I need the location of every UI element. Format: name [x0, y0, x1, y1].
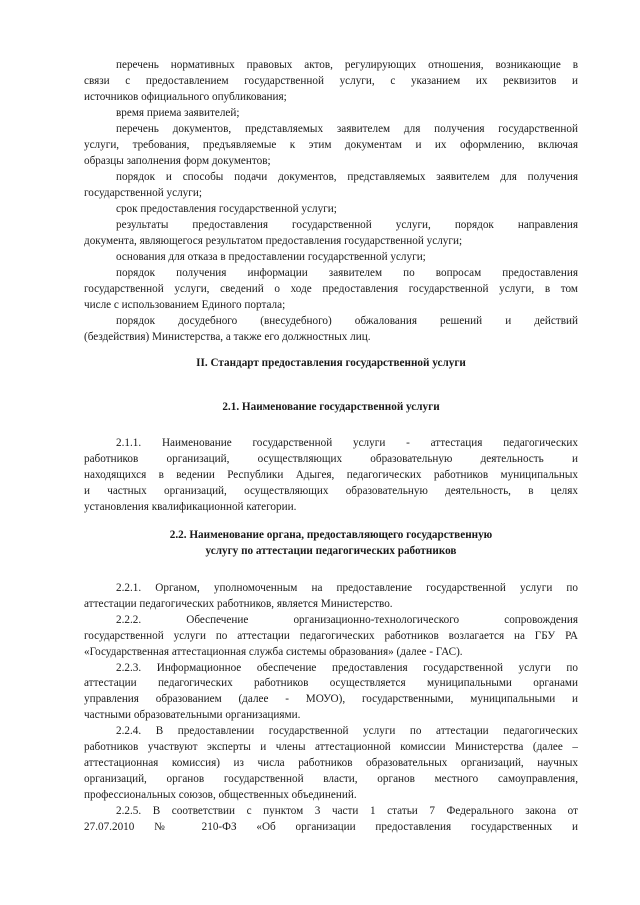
text-line: государственной услуги, сведений о ходе предоставления государственной услуги, в том: [84, 283, 578, 295]
text-line: работников участвуют эксперты и члены аттестационной комиссии Министерства (далее –: [84, 741, 578, 753]
text-line: услуги, требования, предъявляемые к этим документам и их оформлению, включая: [84, 139, 578, 151]
text-line: 2.1.1. Наименование государственной услуги - аттестация педагогических: [116, 437, 578, 449]
text-line: установления квалификационной категории.: [84, 501, 297, 513]
text-line: работников организаций, осуществляющих образовательную деятельность и: [84, 453, 578, 465]
text-line: государственной услуги по аттестации педагогических работников возлагается на ГБУ РА: [84, 629, 578, 642]
subsection-2-title-line-2: услугу по аттестации педагогических работников: [205, 545, 457, 557]
text-line: результаты предоставления государственной услуги, порядок направления: [116, 219, 578, 231]
text-line: 2.2.1. Органом, уполномоченным на предоставление государственной услуги по: [116, 582, 578, 594]
text-line: время приема заявителей;: [116, 107, 240, 119]
text-line: порядок досудебного (внесудебного) обжалования решений и действий: [116, 315, 578, 327]
text-line: порядок и способы подачи документов, представляемых заявителем для получения: [116, 171, 578, 183]
section-title: II. Стандарт предоставления государственной услуги: [196, 357, 466, 369]
text-line: частными образовательными организациями.: [84, 709, 301, 722]
text-line: образцы заполнения форм документов;: [84, 155, 271, 167]
text-line: 2.2.4. В предоставлении государственной услуги по аттестации педагогических: [116, 725, 578, 738]
text-line: управления образованием (далее - МОУО), государственными, муниципальными и: [84, 693, 578, 706]
text-line: порядок получения информации заявителем по вопросам предоставления: [116, 267, 578, 279]
text-line: основания для отказа в предоставлении государственной услуги;: [116, 251, 426, 263]
subsection-2-title-line-1: 2.2. Наименование органа, предоставляющего государственную: [169, 529, 493, 541]
text-line: 2.2.2. Обеспечение организационно-технологического сопровождения: [116, 613, 578, 626]
text-line: находящихся в ведении Республики Адыгея, педагогических работников муниципальных: [84, 469, 578, 481]
text-line: аттестации педагогических работников, является Министерство.: [84, 597, 393, 610]
text-line: срок предоставления государственной услуги;: [116, 203, 337, 215]
text-line: (бездействия) Министерства, а также его должностных лиц.: [84, 331, 371, 343]
text-line: документа, являющегося результатом предоставления государственной услуги;: [84, 235, 463, 247]
text-line: источников официального опубликования;: [84, 91, 287, 103]
text-line: и частных организаций, осуществляющих образовательную деятельность, в целях: [84, 485, 578, 497]
text-line: 2.2.5. В соответствии с пунктом 3 части 1 статьи 7 Федерального закона от: [116, 804, 578, 817]
text-line: профессиональных союзов, общественных объединений.: [84, 788, 357, 801]
text-line: государственной услуги;: [84, 187, 202, 199]
text-line: 2.2.3. Информационное обеспечение предоставления государственной услуги по: [116, 661, 578, 674]
text-line: аттестации педагогических работников осуществляется муниципальными органами: [84, 677, 578, 690]
text-line: «Государственная аттестационная служба системы образования» (далее - ГАС).: [84, 645, 463, 658]
text-line: перечень нормативных правовых актов, регулирующих отношения, возникающие в: [116, 59, 578, 71]
text-line: связи с предоставлением государственной услуги, с указанием их реквизитов и: [84, 75, 578, 87]
text-line: организаций, органов государственной власти, органов местного самоуправления,: [84, 772, 578, 785]
text-line: 27.07.2010 № 210-ФЗ «Об организации предоставления государственных и: [84, 820, 578, 833]
text-line: перечень документов, представляемых заявителем для получения государственной: [116, 123, 578, 135]
text-line: числе с использованием Единого портала;: [84, 299, 286, 311]
text-line: аттестационная комиссия) из числа работников образовательных организаций, научных: [84, 756, 578, 769]
subsection-1-title: 2.1. Наименование государственной услуги: [222, 401, 440, 413]
